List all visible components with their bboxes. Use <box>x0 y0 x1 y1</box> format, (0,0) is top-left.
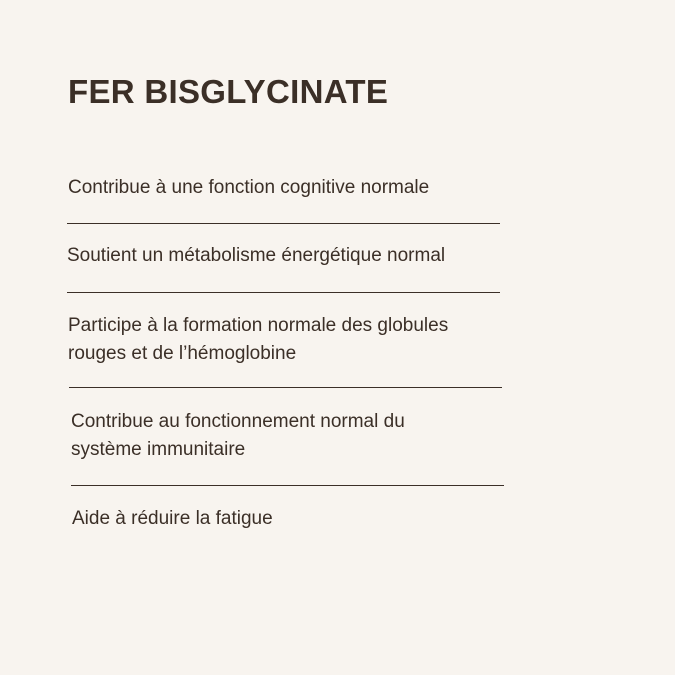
benefit-red-blood-cells: Participe à la formation normale des globules rouges et de l’hémoglobine <box>68 315 449 364</box>
benefit-fatigue: Aide à réduire la fatigue <box>72 508 273 529</box>
divider <box>67 223 500 224</box>
benefit-immune-system: Contribue au fonctionnement normal du système immunitaire <box>71 411 405 460</box>
divider <box>67 292 500 293</box>
divider <box>71 485 504 486</box>
benefit-cognitive-function: Contribue à une fonction cognitive normale <box>68 177 430 198</box>
divider <box>69 387 502 388</box>
page-title: FER BISGLYCINATE <box>68 73 389 110</box>
benefit-energy-metabolism: Soutient un métabolisme énergétique normal <box>67 245 446 266</box>
